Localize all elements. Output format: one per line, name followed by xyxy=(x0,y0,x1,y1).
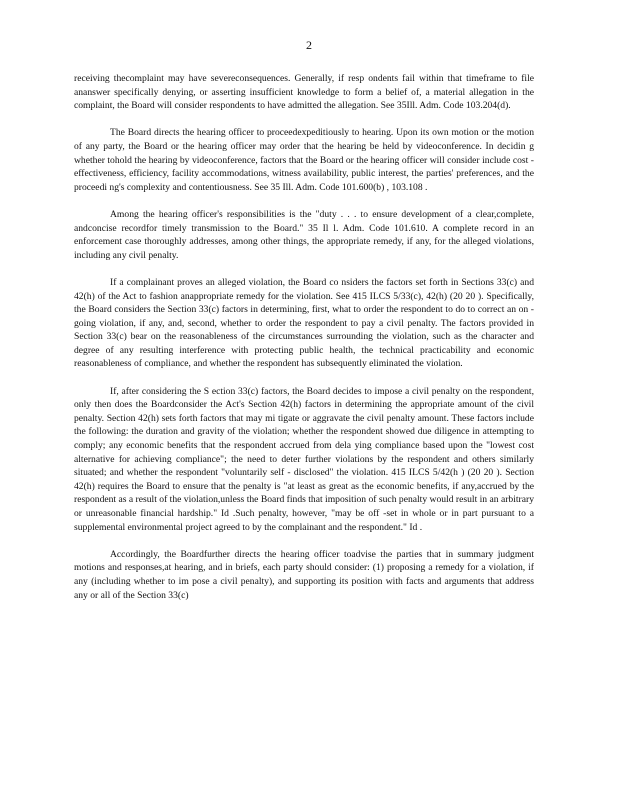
paragraph: Accordingly, the Boardfurther directs the hearing officer toadvise the parties that in summary judgment motions and responses,at hearing, and in briefs, each party should consider: (1) proposing a remedy for a violation, if any (including whether to im pose a civil penalty), and supporting its position with facts and arguments that address any or all of the Section 33(c) xyxy=(74,548,534,601)
page-number: 2 xyxy=(306,38,312,52)
paragraph: The Board directs the hearing officer to proceedexpeditiously to hearing. Upon its own motion or the motion of any party, the Board or the hearing officer may order that the hearing be held by videoconference. In decidin g whether tohold the hearing by videoconference, factors that the Board or the hearing officer will consider include cost -effectiveness, efficiency, facility accommodations, witness availability, public interest, the parties' preferences, and the proceedi ng's complexity and contentiousness. See 35 Ill. Adm. Code 101.600(b) , 103.108 . xyxy=(74,127,534,193)
paragraph: If, after considering the S ection 33(c) factors, the Board decides to impose a civil penalty on the respondent, only then does the Boardconsider the Act's Section 42(h) factors in determining the appropriate amount of the civil penalty. Section 42(h) sets forth factors that may mi tigate or aggravate the civil penalty amount. These factors include the following: the duration and gravity of the violation; whether the respondent showed due diligence in attempting to comply; any economic benefits that the respondent accrued from dela ying compliance based upon the "lowest cost alternative for achieving compliance"; the need to deter further violations by the respondent and others similarly situated; and whether the respondent "voluntarily self - disclosed" the violation. 415 ILCS 5/42(h ) (20 20 ). Section 42(h) requires the Board to ensure that the penalty is "at least as great as the economic benefits, if any,accrued by the respondent as a result of the violation,unless the Board finds that imposition of such penalty would result in an arbitrary or unreasonable financial hardship." Id .Such penalty, however, "may be off -set in whole or in part pursuant to a supplemental environmental project agreed to by the complainant and the respondent." Id . xyxy=(74,385,534,533)
paragraph: receiving thecomplaint may have severeconsequences. Generally, if resp ondents fail within that timeframe to file ananswer specifically denying, or asserting insufficient knowledge to form a belief of, a material allegation in the complaint, the Board will consider respondents to have admitted the allegation. See 35Ill. Adm. Code 103.204(d). xyxy=(74,73,534,112)
paragraph: Among the hearing officer's responsibilities is the "duty . . . to ensure development of a clear,complete, andconcise recordfor timely transmission to the Board." 35 Il l. Adm. Code 101.610. A complete record in an enforcement case thoroughly addresses, among other things, the appropriate remedy, if any, for the alleged violations, including any civil penalty. xyxy=(74,208,534,261)
paragraph: If a complainant proves an alleged violation, the Board co nsiders the factors set forth in Sections 33(c) and 42(h) of the Act to fashion anappropriate remedy for the violation. See 415 ILCS 5/33(c), 42(h) (20 20 ). Specifically, the Board considers the Section 33(c) factors in determining, first, what to order the respondent to do to correct an on -going violation, if any, and, second, whether to order the respondent to pay a civil penalty. The factors provided in Section 33(c) bear on the reasonableness of the circumstances surrounding the violation, such as the character and degree of any resulting interference with protecting public health, the technical practicability and economic reasonableness of compliance, and whether the respondent has subsequently eliminated the violation. xyxy=(74,276,534,370)
document-body xyxy=(74,72,534,602)
